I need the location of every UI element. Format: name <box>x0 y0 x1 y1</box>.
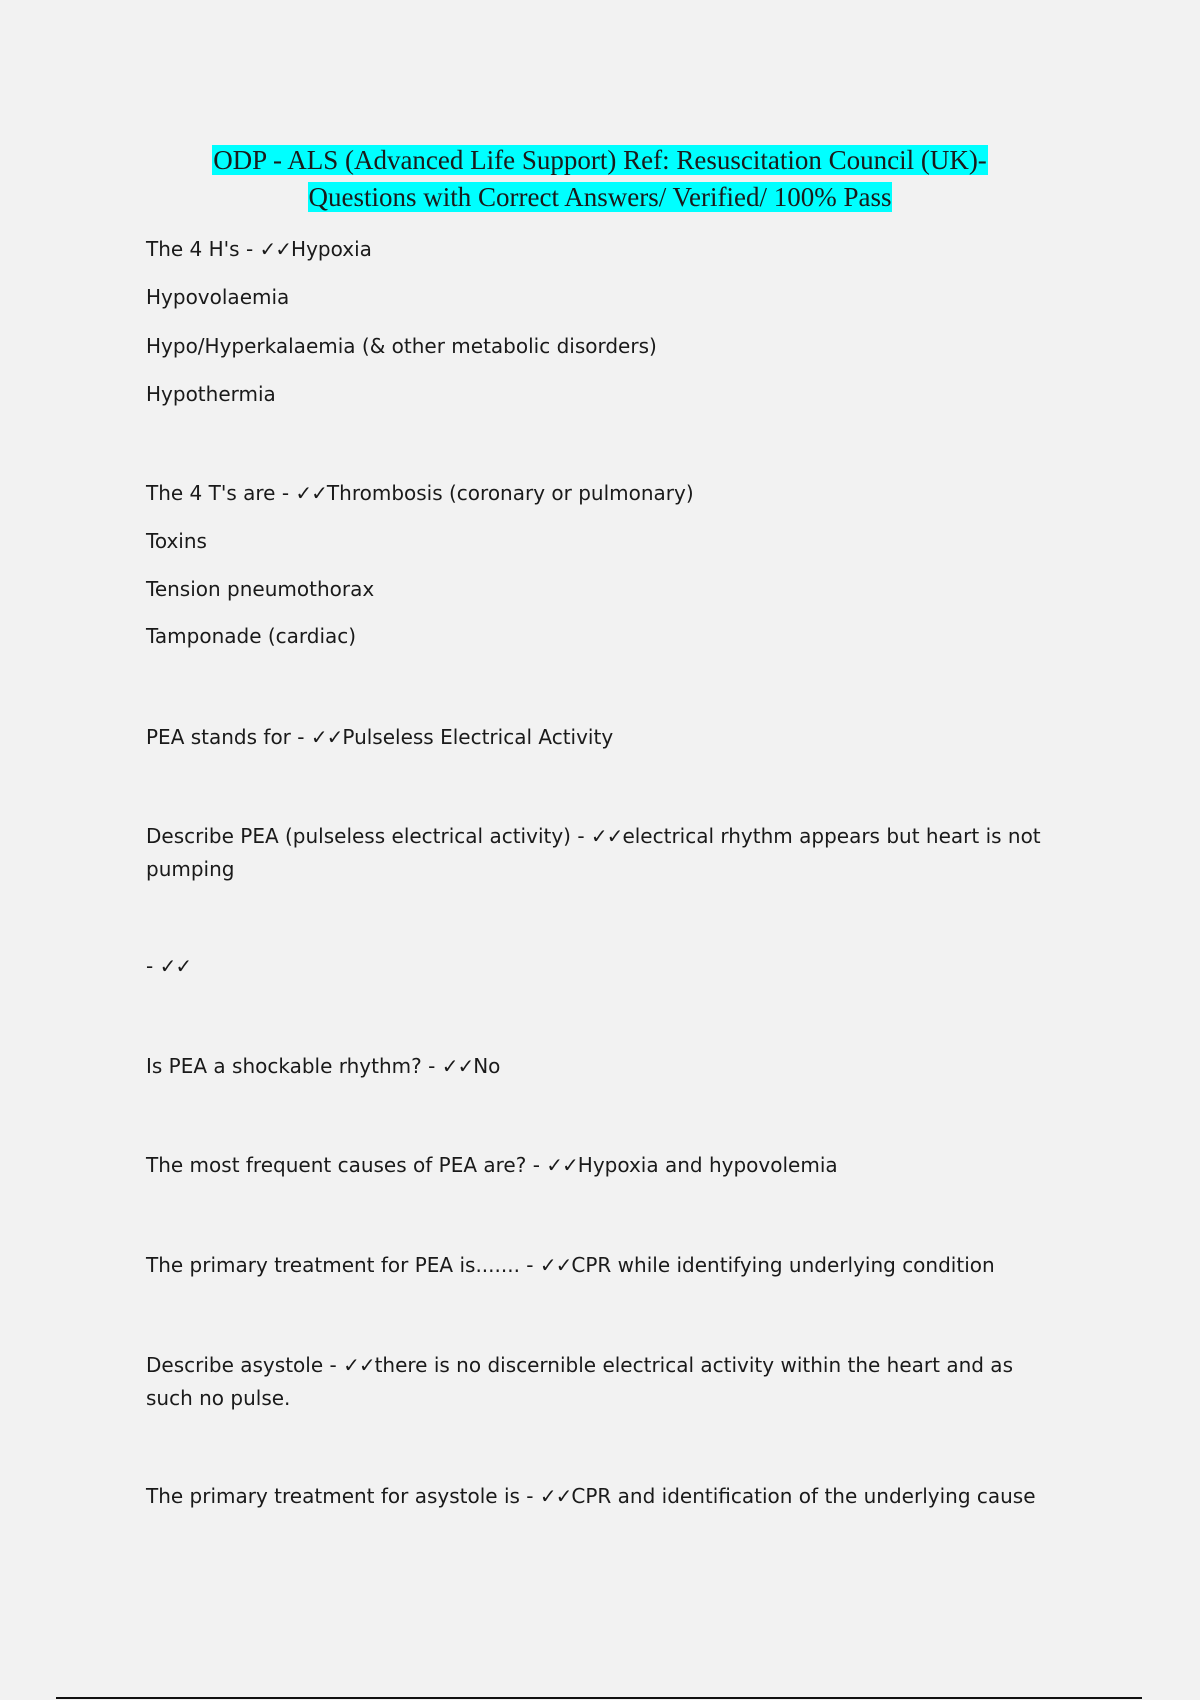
answer-text: Pulseless Electrical Activity <box>342 725 614 749</box>
question-text: Describe asystole - <box>146 1353 344 1377</box>
answer-line: Tension pneumothorax <box>146 577 375 601</box>
answer-text: electrical rhythm appears but heart is not pumping <box>146 824 1041 881</box>
question-text: Is PEA a shockable rhythm? - <box>146 1054 442 1078</box>
answer-text: No <box>473 1054 501 1078</box>
answer-line: Hypo/Hyperkalaemia (& other metabolic disorders) <box>146 334 657 358</box>
question-text: The 4 H's - <box>146 237 260 261</box>
question-text: Describe PEA (pulseless electrical activity) - <box>146 824 591 848</box>
answer-line: Hypovolaemia <box>146 285 290 309</box>
document-title <box>0 142 1200 216</box>
qa-item <box>146 721 1046 754</box>
footer-rule <box>56 1697 1142 1699</box>
qa-item-4ts <box>146 477 1046 510</box>
qa-item <box>146 1349 1046 1415</box>
answer-text: Thrombosis (coronary or pulmonary) <box>326 481 694 505</box>
question-text: PEA stands for - <box>146 725 311 749</box>
check-icon: ✓✓ <box>259 237 292 261</box>
answer-line: Tamponade (cardiac) <box>146 624 357 648</box>
check-icon: ✓✓ <box>295 481 327 505</box>
check-icon: ✓✓ <box>539 1253 572 1277</box>
check-icon: ✓✓ <box>159 954 192 978</box>
answer-text: there is no discernible electrical activity within the heart and as such no pulse. <box>146 1353 1013 1410</box>
answer-text: CPR while identifying underlying condition <box>571 1253 995 1277</box>
qa-item <box>146 950 1046 983</box>
qa-item <box>146 1149 1046 1182</box>
answer-text: CPR and identification of the underlying cause <box>571 1484 1036 1508</box>
qa-item-4hs <box>146 233 1046 266</box>
check-icon: ✓✓ <box>546 1153 578 1177</box>
question-text: The most frequent causes of PEA are? - <box>146 1153 547 1177</box>
qa-item <box>146 820 1046 886</box>
answer-line: Hypothermia <box>146 382 276 406</box>
qa-item <box>146 1050 1046 1083</box>
question-text: The primary treatment for PEA is....... - <box>146 1253 540 1277</box>
qa-item <box>146 1480 1046 1513</box>
check-icon: ✓✓ <box>310 725 343 749</box>
title-line-1: ODP - ALS (Advanced Life Support) Ref: Resuscitation Council (UK)- <box>213 145 987 175</box>
check-icon: ✓✓ <box>539 1484 572 1508</box>
question-text: - <box>146 954 160 978</box>
title-line-2: Questions with Correct Answers/ Verified/ 100% Pass <box>308 182 892 212</box>
check-icon: ✓✓ <box>590 824 623 848</box>
answer-text: Hypoxia and hypovolemia <box>577 1153 838 1177</box>
qa-item <box>146 1249 1046 1282</box>
question-text: The 4 T's are - <box>146 481 296 505</box>
check-icon: ✓✓ <box>343 1353 375 1377</box>
answer-line: Toxins <box>146 529 207 553</box>
check-icon: ✓✓ <box>441 1054 474 1078</box>
question-text: The primary treatment for asystole is - <box>146 1484 540 1508</box>
answer-text: Hypoxia <box>291 237 372 261</box>
